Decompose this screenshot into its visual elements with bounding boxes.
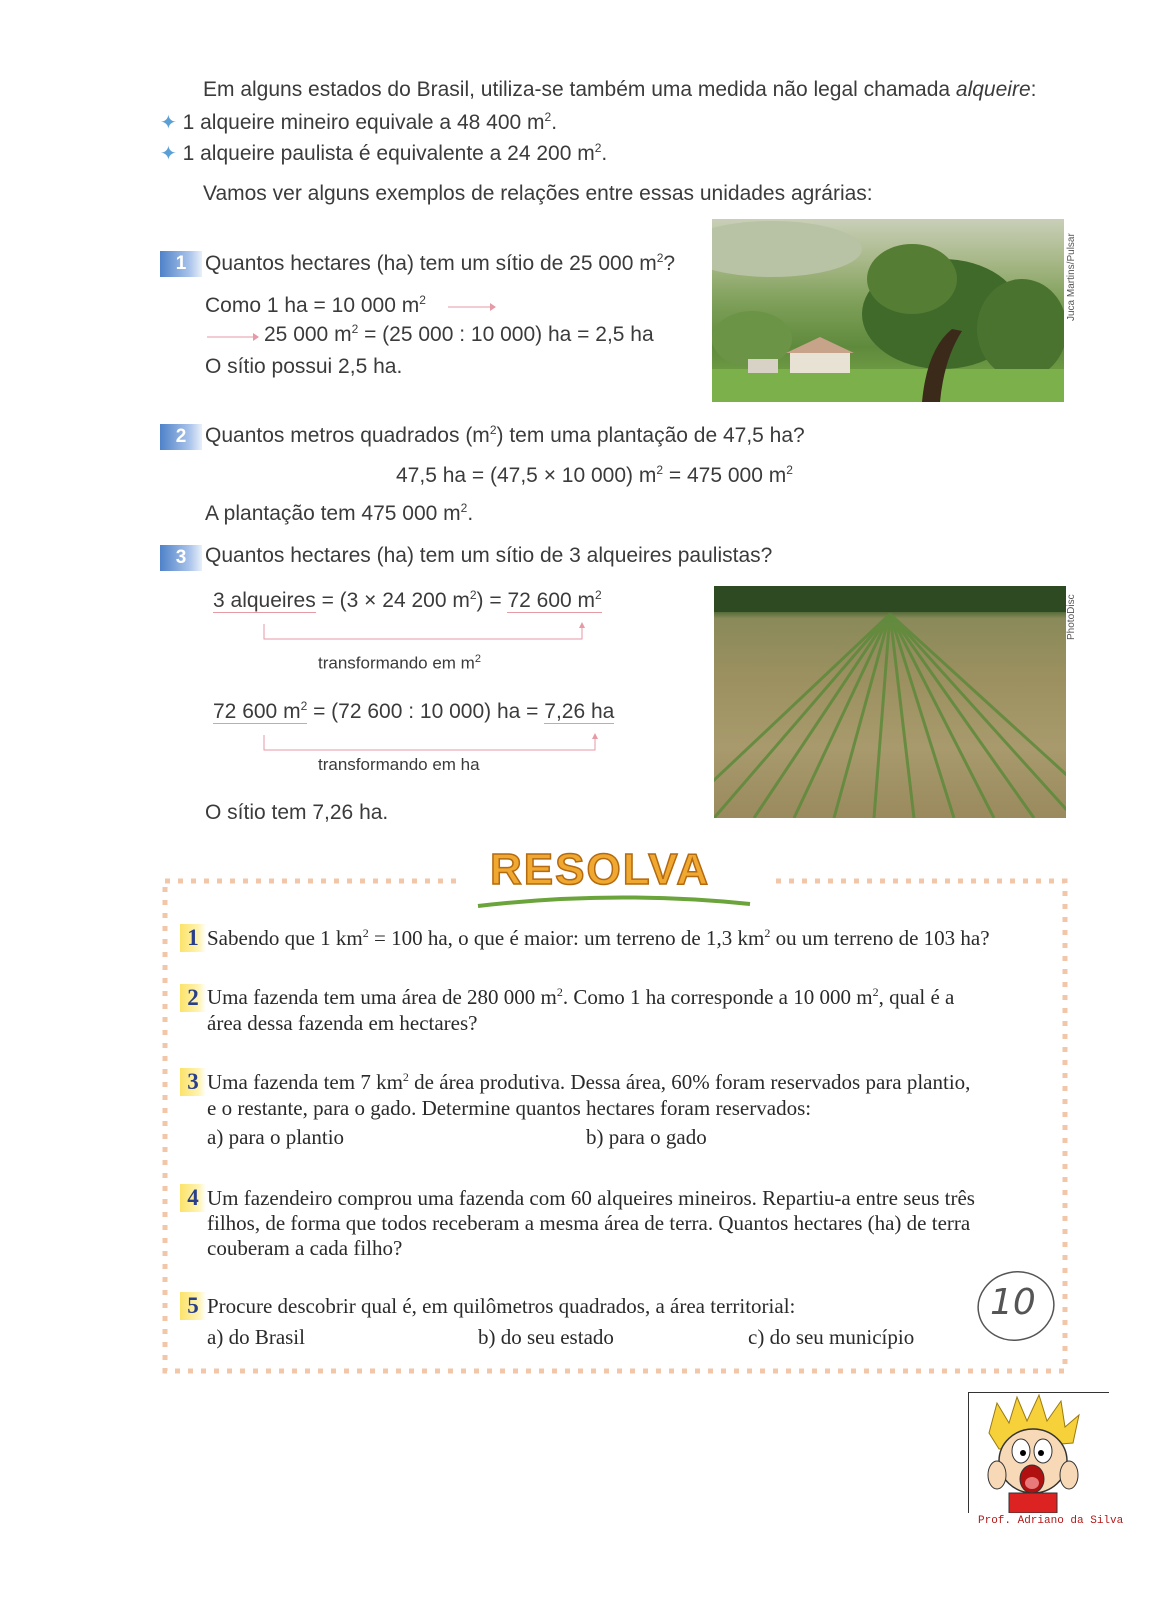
resolva-title: RESOLVA [490, 845, 711, 894]
superscript: 2 [300, 699, 308, 713]
calc-text: 47,5 ha = (47,5 × 10 000) m [396, 464, 657, 487]
superscript: 2 [544, 110, 552, 124]
exercise-text [207, 926, 990, 951]
exercise-line: ou um terreno de 103 ha? [770, 926, 990, 950]
bullet-text: 1 alqueire paulista é equivalente a 24 200 m [182, 142, 595, 165]
exercise-option: a) para o plantio [207, 1125, 345, 1149]
bullet-paulista [160, 141, 607, 166]
exercise-number: 1 [180, 924, 206, 952]
superscript: 2 [351, 322, 359, 336]
example-number-badge: 1 [160, 251, 202, 277]
superscript: 2 [489, 423, 497, 437]
calc-text: 72 600 m [507, 589, 596, 612]
exercise-line: Procure descobrir qual é, em quilômetros quadrados, a área territorial: [207, 1294, 796, 1318]
superscript: 2 [786, 463, 793, 477]
calc-underlined [507, 589, 601, 613]
example-calc-line [213, 588, 602, 613]
intro-emphasis: alqueire [955, 78, 1031, 101]
conclusion-text: A plantação tem 475 000 m [205, 502, 461, 525]
example-question [205, 251, 675, 276]
exercise-number: 2 [180, 984, 206, 1012]
conclusion-period: . [467, 502, 474, 525]
example-conclusion [205, 501, 473, 526]
calc-text: = (72 600 : 10 000) ha = [307, 700, 545, 723]
exercise-line: Um fazendeiro comprou uma fazenda com 60 alqueires mineiros. Repartiu-a entre seus três [207, 1186, 975, 1210]
bullet-mineiro [160, 110, 557, 135]
exercise-option: b) para o gado [586, 1125, 707, 1149]
intro-line [203, 78, 1036, 102]
question-text: Quantos metros quadrados (m [205, 424, 490, 447]
question-mark: ? [663, 252, 676, 275]
exercise-line: filhos, de forma que todos receberam a mesma área de terra. Quantos hectares (ha) de terra [207, 1211, 971, 1235]
calc-underlined [213, 700, 307, 724]
superscript: 2 [460, 501, 468, 515]
calc-text: 72 600 m [213, 700, 301, 723]
transform-note [318, 653, 481, 674]
bracket-arrow-icon [262, 733, 602, 753]
signature: Prof. Adriano da Silva [978, 1515, 1124, 1527]
exercise-line: = 100 ha, o que é maior: um terreno de 1,3 km [368, 926, 765, 950]
photo-credit: Juca Martins/Pulsar [1066, 233, 1077, 321]
exercise-option: a) do Brasil [207, 1325, 305, 1349]
calc-text: = (25 000 : 10 000) ha = 2,5 ha [358, 323, 654, 346]
field-rows-illustration [714, 586, 1066, 818]
intro-text: Em alguns estados do Brasil, utiliza-se também uma medida não legal chamada [203, 78, 956, 101]
superscript: 2 [474, 653, 481, 665]
example-conclusion: O sítio possui 2,5 ha. [205, 355, 403, 378]
transform-note: transformando em ha [318, 755, 480, 774]
star-bullet-icon: ✦ [160, 112, 177, 134]
superscript: 2 [764, 926, 771, 940]
example-question: Quantos hectares (ha) tem um sítio de 3 alqueires paulistas? [205, 544, 773, 567]
calc-text: 25 000 m [264, 323, 352, 346]
crop-field-photo [714, 586, 1066, 818]
exercise-number: 5 [180, 1292, 206, 1320]
example-conclusion: O sítio tem 7,26 ha. [205, 801, 389, 824]
exercise-line: Uma fazenda tem 7 km [207, 1070, 403, 1094]
exercise-option: b) do seu estado [478, 1325, 614, 1349]
example-number-badge: 2 [160, 424, 202, 450]
calc-underlined: 7,26 ha [544, 700, 615, 723]
exercise-number: 4 [180, 1184, 206, 1212]
calc-text: = 475 000 m [663, 464, 787, 487]
exercise-line: couberam a cada filho? [207, 1236, 403, 1260]
calc-text: Como 1 ha = 10 000 m [205, 294, 420, 317]
example-question [205, 423, 805, 448]
example-calc-line [205, 293, 426, 318]
star-bullet-icon: ✦ [160, 143, 177, 165]
superscript: 2 [656, 251, 664, 265]
exercise-line: . Como 1 ha corresponde a 10 000 m [562, 985, 873, 1009]
exercise-line: de área produtiva. Dessa área, 60% foram reservados para plantio, [408, 1070, 971, 1094]
farm-landscape-photo [712, 219, 1064, 402]
question-text: ) tem uma plantação de 47,5 ha? [496, 424, 805, 447]
bullet-period: . [601, 142, 608, 165]
cartoon-frame [968, 1392, 1109, 1513]
bullet-period: . [551, 111, 558, 134]
superscript: 2 [362, 926, 369, 940]
bracket-arrow-icon [262, 622, 592, 642]
examples-intro: Vamos ver alguns exemplos de relações entre essas unidades agrárias: [203, 182, 873, 205]
superscript: 2 [656, 463, 664, 477]
photo-credit: PhotoDisc [1066, 594, 1077, 640]
exercise-text [207, 985, 954, 1010]
superscript: 2 [469, 588, 477, 602]
example-number-badge: 3 [160, 545, 202, 571]
calc-text: ) = [476, 589, 508, 612]
bullet-text: 1 alqueire mineiro equivale a 48 400 m [182, 111, 545, 134]
exercise-line: , qual é a [878, 985, 955, 1009]
question-text: Quantos hectares (ha) tem um sítio de 25 000 m [205, 252, 657, 275]
exercise-line: Sabendo que 1 km [207, 926, 363, 950]
arrow-right-icon [446, 300, 498, 314]
example-calc-line [213, 699, 614, 724]
exercise-text [207, 1070, 970, 1095]
calc-underlined: 3 alqueires [213, 589, 316, 612]
example-calc-line [396, 463, 793, 488]
scared-boy-cartoon-icon [969, 1393, 1109, 1513]
exercise-line: área dessa fazenda em hectares? [207, 1011, 478, 1035]
note-text: transformando em m [318, 653, 475, 673]
arrow-right-icon [205, 330, 261, 344]
exercise-option: c) do seu município [748, 1325, 915, 1349]
intro-colon: : [1030, 78, 1037, 101]
superscript: 2 [872, 985, 879, 999]
calc-text: = (3 × 24 200 m [315, 589, 470, 612]
exercise-line: Uma fazenda tem uma área de 280 000 m [207, 985, 557, 1009]
example-calc-line [264, 322, 654, 347]
superscript: 2 [419, 293, 426, 307]
superscript: 2 [556, 985, 563, 999]
superscript: 2 [595, 588, 602, 602]
exercise-number: 3 [180, 1068, 206, 1096]
exercise-line: e o restante, para o gado. Determine quantos hectares foram reservados: [207, 1096, 812, 1120]
resolva-swoosh-icon [474, 892, 754, 912]
landscape-illustration [712, 219, 1064, 402]
superscript: 2 [402, 1070, 409, 1084]
superscript: 2 [594, 141, 602, 155]
handwritten-score: 10 [990, 1282, 1036, 1323]
